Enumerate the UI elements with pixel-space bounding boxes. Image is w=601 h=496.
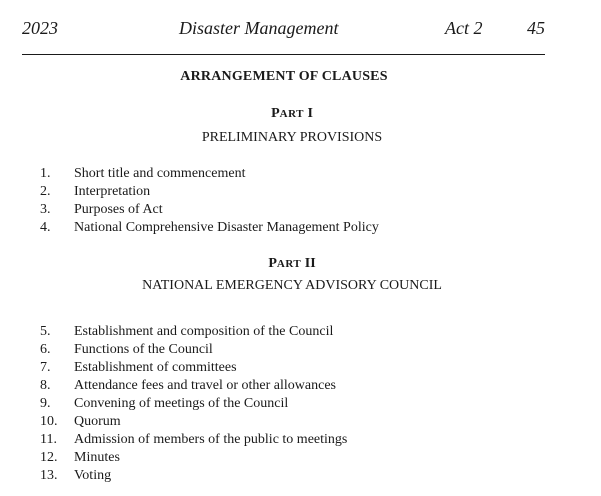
- part-1-label: [0, 106, 584, 122]
- clause-number: 9.: [40, 396, 51, 411]
- part-2-word: PART: [268, 256, 302, 271]
- clause-number: 2.: [40, 184, 51, 199]
- clause-item[interactable]: [0, 183, 560, 201]
- part-2-label: [0, 256, 584, 272]
- header-act-number: Act 2: [445, 18, 483, 38]
- clause-number: 13.: [40, 468, 58, 483]
- clause-title: Functions of the Council: [74, 342, 213, 357]
- clause-title: Admission of members of the public to meetings: [74, 432, 348, 447]
- clause-item[interactable]: [0, 323, 560, 341]
- part-1-clause-list: [0, 165, 560, 237]
- clause-title: National Comprehensive Disaster Management Policy: [74, 220, 379, 235]
- clause-number: 8.: [40, 378, 51, 393]
- clause-title: Short title and commencement: [74, 166, 246, 181]
- clause-number: 5.: [40, 324, 51, 339]
- clause-item[interactable]: [0, 359, 560, 377]
- clause-item[interactable]: [0, 449, 560, 467]
- clause-item[interactable]: [0, 395, 560, 413]
- clause-title: Establishment and composition of the Council: [74, 324, 334, 339]
- header-rule: [22, 54, 545, 55]
- clause-number: 12.: [40, 450, 58, 465]
- header-page-number: 45: [527, 18, 545, 38]
- clause-title: Interpretation: [74, 184, 151, 199]
- clause-item[interactable]: [0, 219, 560, 237]
- clause-number: 7.: [40, 360, 51, 375]
- clause-title: Purposes of Act: [74, 202, 163, 217]
- clause-title: Voting: [74, 468, 112, 483]
- clause-item[interactable]: [0, 377, 560, 395]
- header-year: 2023: [22, 18, 58, 38]
- part-2-number: II: [304, 256, 316, 271]
- clause-number: 6.: [40, 342, 51, 357]
- clause-item[interactable]: [0, 165, 560, 183]
- part-1-word: PART: [271, 106, 304, 121]
- clause-item[interactable]: [0, 201, 560, 219]
- clause-number: 10.: [40, 414, 58, 429]
- part-2-title: NATIONAL EMERGENCY ADVISORY COUNCIL: [142, 278, 442, 293]
- clause-item[interactable]: [0, 413, 560, 431]
- clause-title: Establishment of committees: [74, 360, 237, 375]
- clause-title: Attendance fees and travel or other allowances: [74, 378, 336, 393]
- clause-item[interactable]: [0, 431, 560, 449]
- header-title: Disaster Management: [179, 18, 339, 38]
- clause-item[interactable]: [0, 467, 560, 485]
- clause-number: 3.: [40, 202, 51, 217]
- clause-item[interactable]: [0, 341, 560, 359]
- clause-title: Minutes: [74, 450, 120, 465]
- clause-number: 4.: [40, 220, 51, 235]
- running-header: [22, 18, 545, 40]
- arrangement-title: ARRANGEMENT OF CLAUSES: [180, 69, 388, 84]
- part-2-clause-list: [0, 323, 560, 485]
- part-1-title: PRELIMINARY PROVISIONS: [201, 130, 383, 145]
- clause-title: Convening of meetings of the Council: [74, 396, 289, 411]
- clause-title: Quorum: [74, 414, 121, 429]
- clause-number: 11.: [40, 432, 57, 447]
- part-1-number: I: [307, 106, 313, 121]
- clause-number: 1.: [40, 166, 51, 181]
